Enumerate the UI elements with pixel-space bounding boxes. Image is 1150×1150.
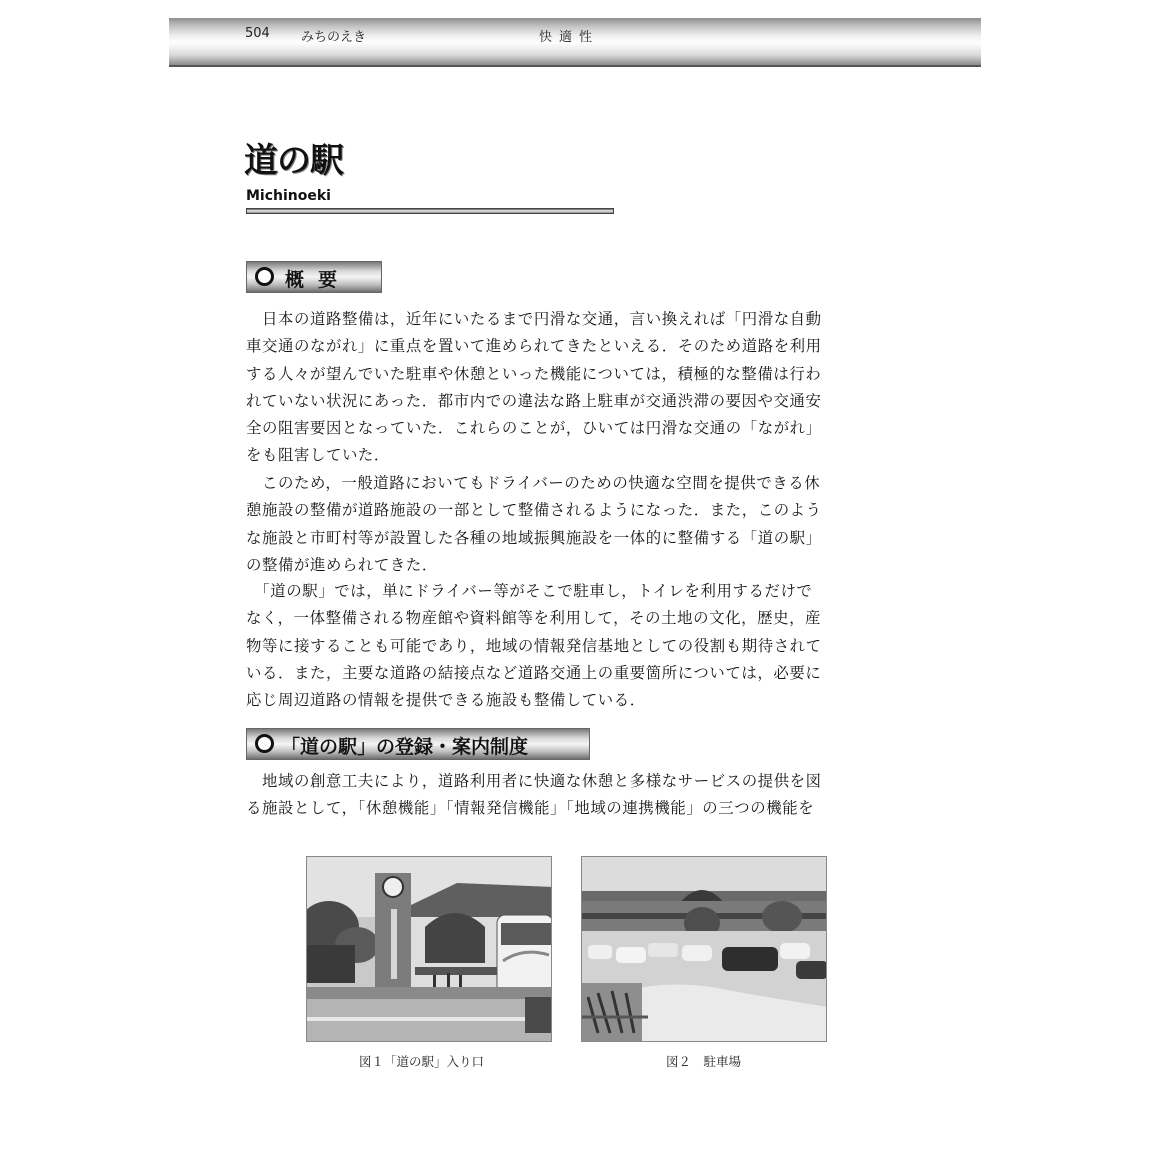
text-line: いる．また，主要な道路の結接点など道路交通上の重要箇所については，必要に: [246, 663, 822, 682]
section-heading-registration: [246, 728, 590, 760]
text-line: る施設として，「休憩機能」「情報発信機能」「地域の連携機能」の三つの機能を: [246, 799, 815, 818]
entry-kana: みちのえき: [301, 30, 367, 45]
text-line: をも阻害していた．: [246, 446, 390, 465]
text-line: する人々が望んでいた駐車や休憩といった機能については，積極的な整備は行わ: [246, 364, 822, 383]
section-name: 快適性: [539, 30, 600, 45]
text-line: れていない状況にあった．都市内での違法な路上駐車が交通渋滞の要因や交通安: [246, 391, 822, 410]
paragraph: [246, 768, 888, 823]
paragraph: [246, 578, 888, 714]
text-line: 憩施設の整備が道路施設の一部として整備されるようになった．また，このよう: [246, 501, 822, 520]
photo-parking: [581, 856, 827, 1042]
section-heading-label: 「道の駅」の登録・案内制度: [281, 736, 529, 758]
running-header: [169, 18, 981, 67]
section-heading-label: 概要: [285, 269, 352, 291]
page-number: 504: [245, 26, 270, 41]
section-heading-overview: [246, 261, 382, 293]
paragraph: [246, 470, 888, 579]
photo-entrance: [306, 856, 552, 1042]
text-line: このため，一般道路においてもドライバーのための快適な空間を提供できる休: [246, 474, 821, 492]
page-title: 道の駅: [244, 141, 343, 181]
figure-caption: 図１「道の駅」入り口: [359, 1054, 485, 1069]
page-subtitle: Michinoeki: [246, 188, 331, 204]
text-line: 全の阻害要因となっていた．これらのことが，ひいては円滑な交通の「ながれ」: [246, 419, 822, 438]
title-rule: [246, 208, 614, 214]
text-line: 「道の駅」では，単にドライバー等がそこで駐車し，トイレを利用するだけで: [246, 582, 813, 600]
paragraph: [246, 306, 888, 470]
text-line: なく，一体整備される物産館や資料館等を利用して，その土地の文化，歴史，産: [246, 609, 822, 628]
text-line: 応じ周辺道路の情報を提供できる施設も整備している．: [246, 691, 646, 710]
circle-bullet-icon: [255, 267, 274, 286]
text-line: 物等に接することも可能であり，地域の情報発信基地としての役割も期待されて: [246, 636, 822, 655]
figure-caption: 図２ 駐車場: [666, 1054, 742, 1069]
text-line: 地域の創意工夫により，道路利用者に快適な休憩と多様なサービスの提供を図: [246, 772, 822, 790]
text-line: 車交通のながれ」に重点を置いて進められてきたといえる．そのため道路を利用: [246, 337, 822, 356]
text-line: の整備が進められてきた．: [246, 555, 438, 574]
entrance-photo-image: [307, 857, 552, 1042]
text-line: 日本の道路整備は，近年にいたるまで円滑な交通，言い換えれば「円滑な自動: [246, 310, 822, 328]
circle-bullet-icon: [255, 734, 274, 753]
text-line: な施設と市町村等が設置した各種の地域振興施設を一体的に整備する「道の駅」: [246, 528, 822, 547]
parking-photo-image: [582, 857, 827, 1042]
